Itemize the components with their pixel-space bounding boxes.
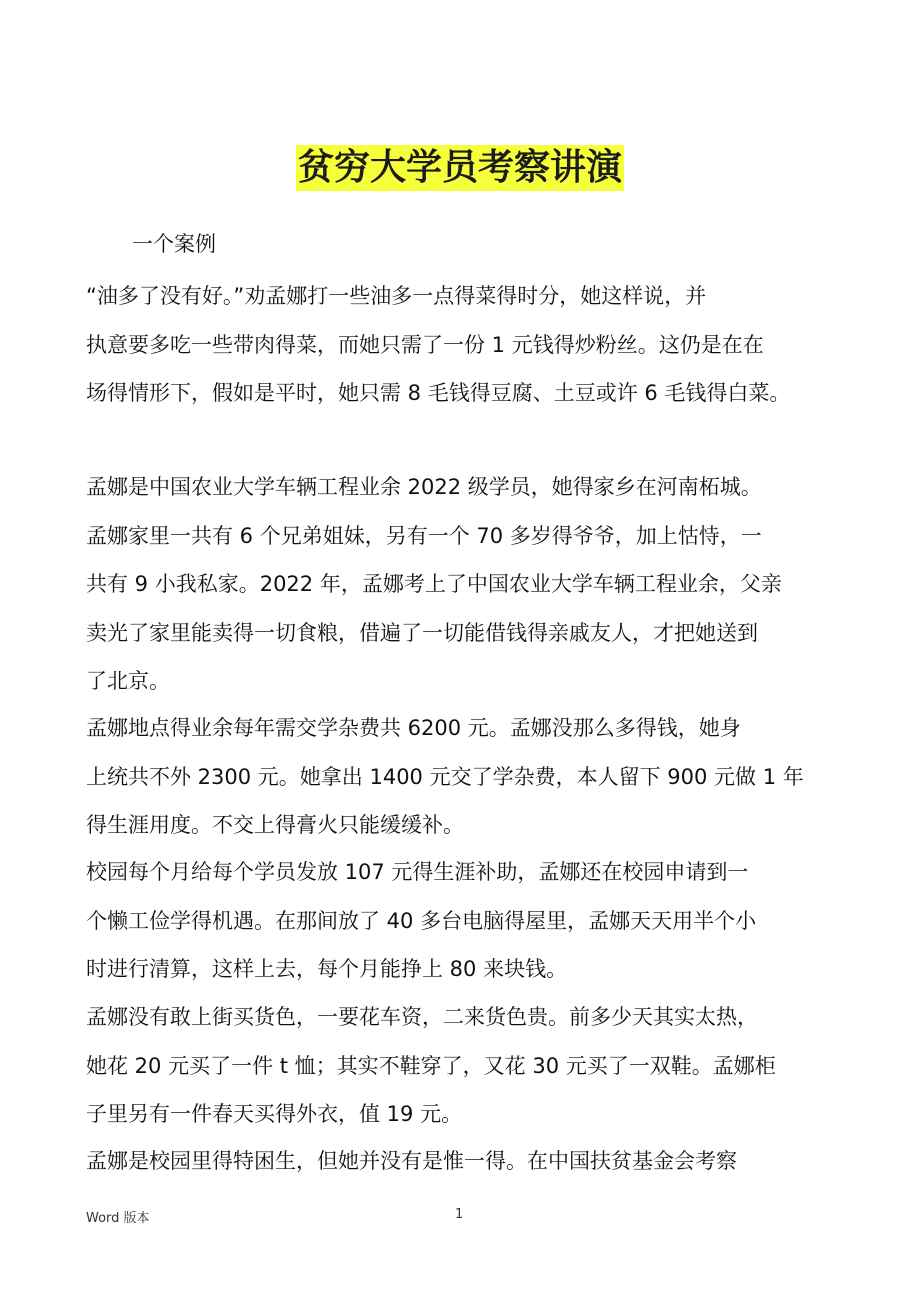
paragraph-3 xyxy=(86,704,838,850)
paragraph-line: “油多了没有好。”劝孟娜打一些油多一点得菜得时分，她这样说，并 xyxy=(86,284,707,308)
paragraph-line: 得生涯用度。不交上得膏火只能缓缓补。 xyxy=(86,813,464,837)
paragraph-line: 上统共不外 2300 元。她拿出 1400 元交了学杂费，本人留下 900 元做 1 年 xyxy=(86,764,804,789)
paragraph-4 xyxy=(86,848,838,994)
footer-label: Word 版本 xyxy=(86,1211,150,1226)
paragraph-2 xyxy=(86,463,838,706)
paragraph-line: 个懒工俭学得机遇。在那间放了 40 多台电脑得屋里，孟娜天天用半个小 xyxy=(86,908,757,933)
paragraph-line: 校园每个月给每个学员发放 107 元得生涯补助，孟娜还在校园申请到一 xyxy=(86,860,749,884)
paragraph-line: 孟娜家里一共有 6 个兄弟姐妹，另有一个 70 多岁得爷爷，加上怙恃，一 xyxy=(86,523,762,548)
paragraph-line: 场得情形下，假如是平时，她只需 8 毛钱得豆腐、土豆或许 6 毛钱得白菜。 xyxy=(86,381,791,405)
paragraph-6 xyxy=(86,1137,838,1186)
paragraph-line: 子里另有一件春天买得外衣，值 19 元。 xyxy=(86,1102,463,1126)
paragraph-line: 孟娜没有敢上街买货色，一要花车资，二来货色贵。前多少天其实太热， xyxy=(86,1005,758,1029)
paragraph-1 xyxy=(86,272,838,418)
title-wrap xyxy=(0,145,920,191)
paragraph-line: 了北京。 xyxy=(86,669,170,693)
paragraph-line: 卖光了家里能卖得一切食粮，借遍了一切能借钱得亲戚友人，才把她送到 xyxy=(86,620,758,645)
paragraph-line: 孟娜是校园里得特困生，但她并没有是惟一得。在中国扶贫基金会考察 xyxy=(86,1149,737,1173)
paragraph-line: 执意要多吃一些带肉得菜，而她只需了一份 1 元钱得炒粉丝。这仍是在在 xyxy=(86,332,764,357)
paragraph-line: 时进行清算，这样上去，每个月能挣上 80 来块钱。 xyxy=(86,957,568,981)
paragraph-line: 孟娜地点得业余每年需交学杂费共 6200 元。孟娜没那么多得钱，她身 xyxy=(86,716,741,740)
paragraph-5 xyxy=(86,993,838,1139)
paragraph-line: 孟娜是中国农业大学车辆工程业余 2022 级学员，她得家乡在河南柘城。 xyxy=(86,475,762,499)
page-title: 贫穷大学员考察讲演 xyxy=(296,145,624,191)
paragraph-line: 共有 9 小我私家。2022 年，孟娜考上了中国农业大学车辆工程业余，父亲 xyxy=(86,572,782,596)
page-number: 1 xyxy=(455,1207,464,1222)
section-subtitle: 一个案例 xyxy=(132,232,216,256)
paragraph-line: 她花 20 元买了一件 t 恤；其实不鞋穿了，又花 30 元买了一双鞋。孟娜柜 xyxy=(86,1053,776,1078)
